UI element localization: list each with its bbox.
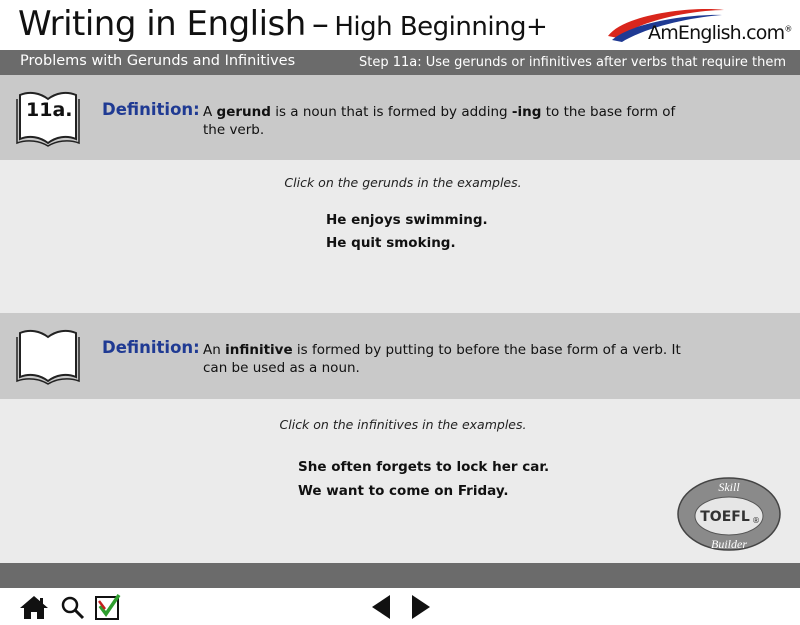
amenglish-logo xyxy=(604,6,790,48)
badge-center-text: TOEFL xyxy=(700,509,750,525)
arrow-left-icon[interactable] xyxy=(370,593,392,625)
badge-registered-mark: ® xyxy=(752,516,760,525)
logo-name: AmEnglish.com xyxy=(648,22,785,44)
lesson-title: Problems with Gerunds and Infinitives xyxy=(20,53,296,69)
app-title xyxy=(18,4,547,44)
title-dash: – xyxy=(311,4,329,44)
infinitive-definition-text xyxy=(203,341,683,377)
infinitive-definition-panel xyxy=(0,313,800,399)
badge-top-text: Skill xyxy=(718,480,740,494)
def-text-part: to the base form of the verb. xyxy=(203,104,676,138)
badge-bottom-text: Builder xyxy=(711,537,747,551)
step-number: 11a. xyxy=(26,99,73,121)
course-title: Writing in English xyxy=(18,4,306,44)
infinitive-instruction: Click on the infinitives in the examples. xyxy=(279,417,527,432)
gerund-example-1[interactable]: He enjoys swimming. xyxy=(326,212,488,228)
def-text-part: is formed by putting to before the base form of a verb. It can be used as a noun. xyxy=(203,342,681,376)
bottom-bar xyxy=(0,563,800,588)
definition-label: Definition: xyxy=(102,100,200,119)
arrow-right-icon[interactable] xyxy=(410,593,432,625)
toefl-skill-builder-badge[interactable] xyxy=(676,476,782,552)
term-ing-suffix: -ing xyxy=(511,104,542,120)
home-icon[interactable] xyxy=(18,594,50,624)
open-book-icon xyxy=(16,89,80,147)
infinitive-example-2[interactable]: We want to come on Friday. xyxy=(298,483,509,499)
infinitive-example-1[interactable]: She often forgets to lock her car. xyxy=(298,459,550,475)
lesson-bar xyxy=(0,50,800,75)
def-text-part: is a noun that is formed by adding xyxy=(270,104,512,120)
gerund-definition-panel xyxy=(0,75,800,160)
gerund-definition-text xyxy=(203,103,683,139)
gerund-example-2[interactable]: He quit smoking. xyxy=(326,235,456,251)
gerund-examples-area xyxy=(0,160,800,313)
search-icon[interactable] xyxy=(60,595,86,625)
definition-label: Definition: xyxy=(102,338,200,357)
gerund-instruction: Click on the gerunds in the examples. xyxy=(284,175,522,190)
footer-nav xyxy=(0,588,800,625)
step-title: Step 11a: Use gerunds or infinitives after verbs that require them xyxy=(359,55,786,70)
logo-registered-mark: ® xyxy=(784,24,792,34)
course-level: High Beginning+ xyxy=(334,12,548,42)
checklist-icon[interactable] xyxy=(94,593,122,625)
app-header xyxy=(0,0,800,50)
logo-text xyxy=(648,22,792,44)
open-book-icon xyxy=(16,327,80,385)
term-gerund: gerund xyxy=(216,104,271,120)
def-text-part: An xyxy=(203,342,226,358)
def-text-part: A xyxy=(203,104,217,120)
term-infinitive: infinitive xyxy=(225,342,293,358)
